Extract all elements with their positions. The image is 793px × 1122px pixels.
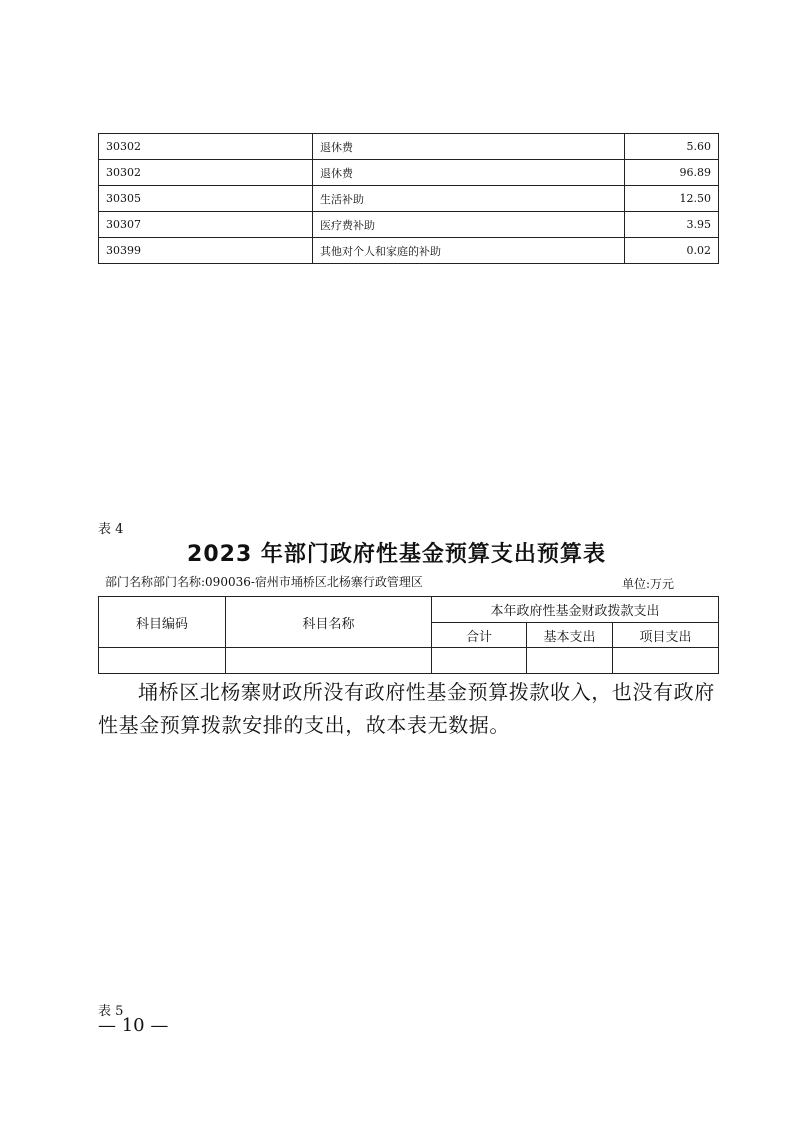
header-total: 合计 — [432, 623, 527, 648]
header-subject-code: 科目编码 — [99, 597, 226, 648]
header-project-expense: 项目支出 — [613, 623, 719, 648]
subject-name-cell: 退休费 — [313, 160, 625, 186]
subject-code-cell: 30307 — [99, 212, 313, 238]
subject-code-cell: 30399 — [99, 238, 313, 264]
table-4-title: 2023 年部门政府性基金预算支出预算表 — [187, 542, 606, 567]
table-row — [99, 160, 719, 186]
empty-cell — [527, 648, 613, 674]
empty-cell — [613, 648, 719, 674]
amount-cell: 0.02 — [625, 238, 719, 264]
subject-name-cell: 其他对个人和家庭的补助 — [313, 238, 625, 264]
header-subject-name: 科目名称 — [226, 597, 432, 648]
empty-data-row — [99, 648, 719, 674]
no-data-explanation: 埇桥区北杨寨财政所没有政府性基金预算拨款收入，也没有政府性基金预算拨款安排的支出，故本表无数据。 — [98, 680, 715, 737]
subject-name-cell: 医疗费补助 — [313, 212, 625, 238]
table-row — [99, 134, 719, 160]
empty-cell — [432, 648, 527, 674]
amount-cell: 96.89 — [625, 160, 719, 186]
empty-cell — [226, 648, 432, 674]
subject-code-cell: 30302 — [99, 134, 313, 160]
table-row — [99, 186, 719, 212]
table-row — [99, 238, 719, 264]
table-5-label: 表 5 — [98, 1004, 124, 1019]
header-fund-group: 本年政府性基金财政拨款支出 — [432, 597, 719, 623]
department-name: 部门名称部门名称:090036-宿州市埇桥区北杨寨行政管理区 — [105, 575, 423, 589]
expense-detail-table — [98, 133, 719, 264]
page-number: — 10 — — [98, 1015, 169, 1036]
amount-cell: 3.95 — [625, 212, 719, 238]
subject-name-cell: 生活补助 — [313, 186, 625, 212]
subject-name-cell: 退休费 — [313, 134, 625, 160]
header-basic-expense: 基本支出 — [527, 623, 613, 648]
table-row — [99, 212, 719, 238]
subject-code-cell: 30302 — [99, 160, 313, 186]
subject-code-cell: 30305 — [99, 186, 313, 212]
gov-fund-budget-table — [98, 596, 719, 674]
amount-cell: 5.60 — [625, 134, 719, 160]
unit-label: 单位:万元 — [622, 577, 675, 591]
header-row — [99, 597, 719, 623]
table-4-label: 表 4 — [98, 522, 124, 537]
empty-cell — [99, 648, 226, 674]
amount-cell: 12.50 — [625, 186, 719, 212]
